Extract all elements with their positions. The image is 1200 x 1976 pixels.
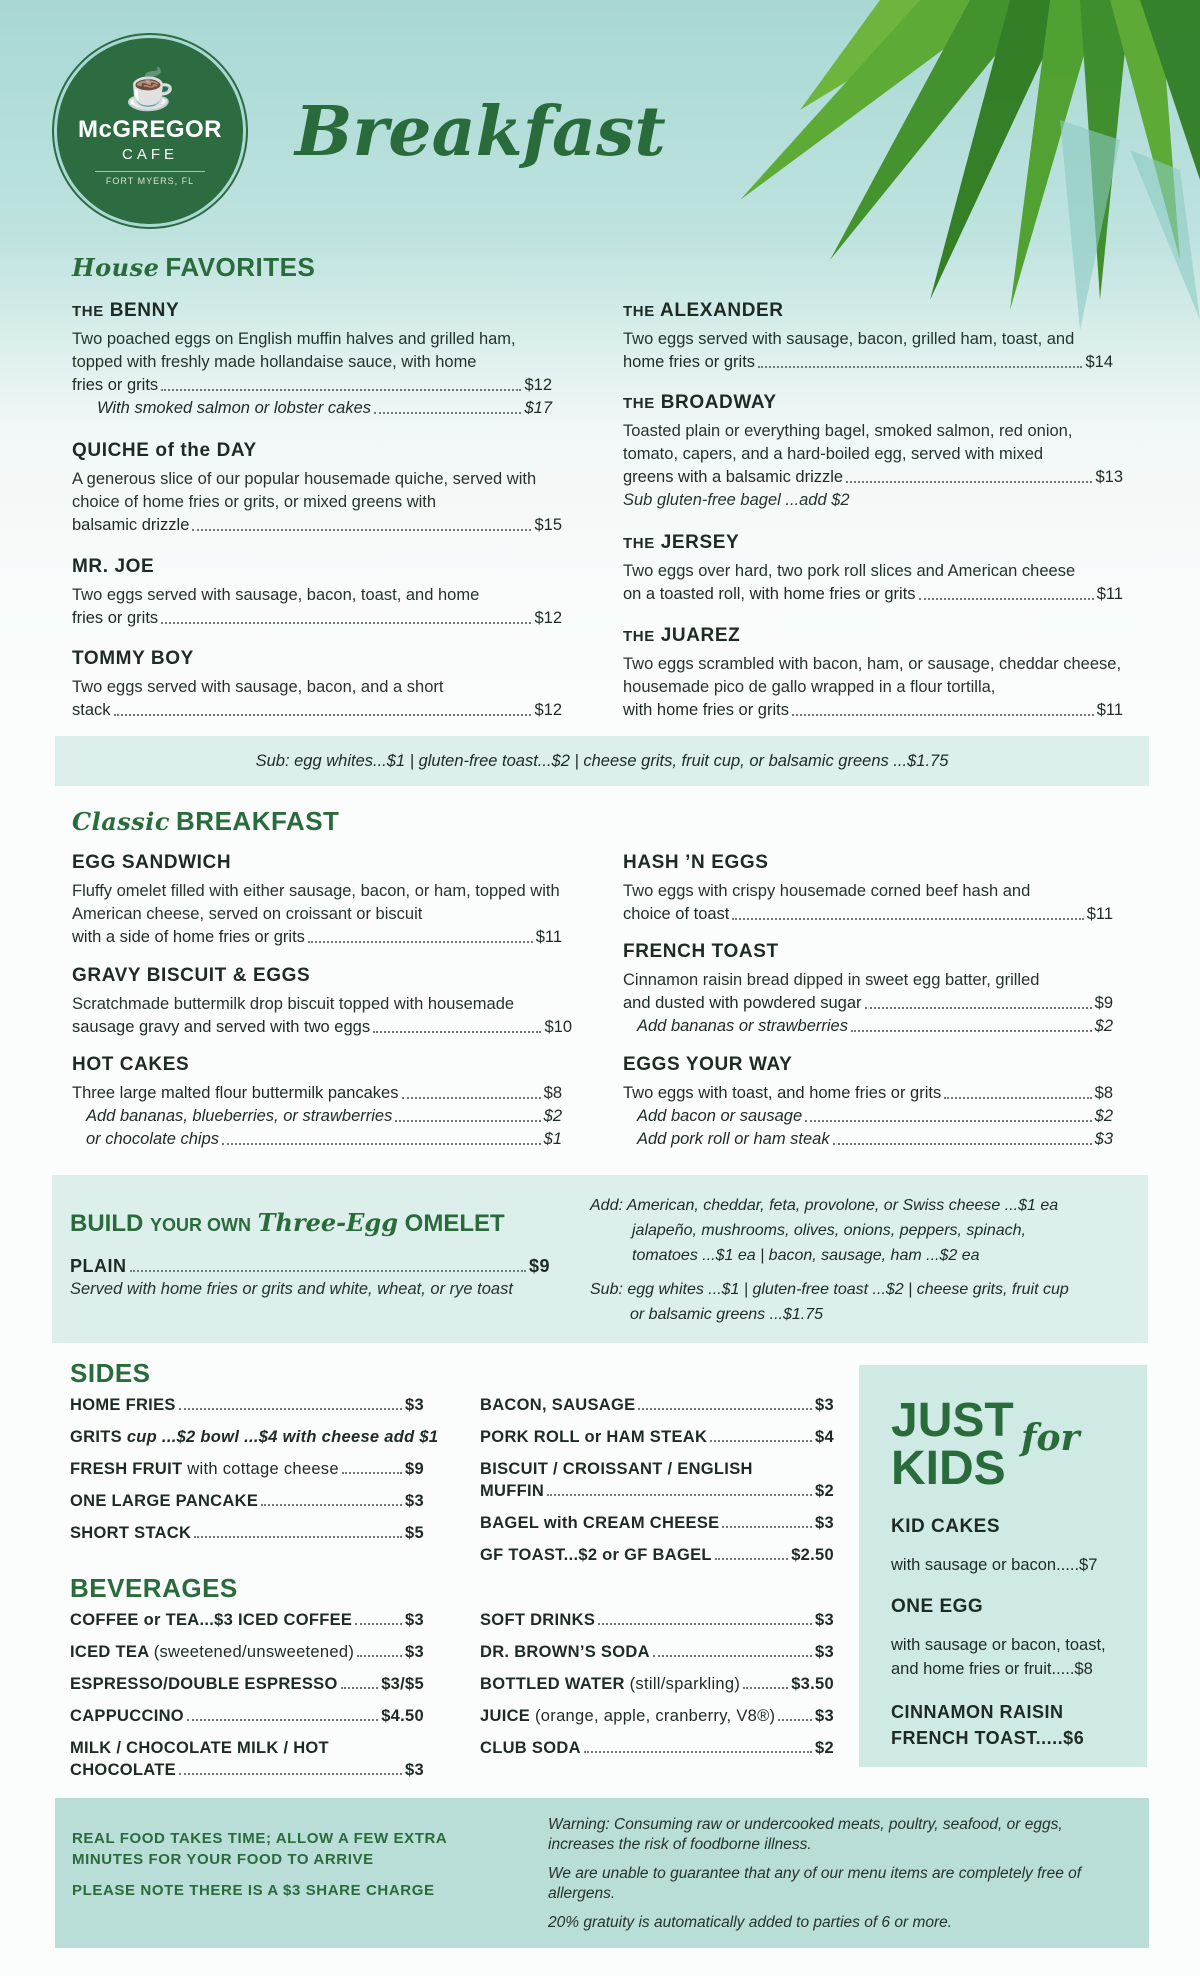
menu-item-alexander: THE ALEXANDER Two eggs served with sausage, bacon, grilled ham, toast, and home fries or grits $14 bbox=[623, 300, 1113, 371]
menu-item-hash-n-eggs: HASH ’N EGGS Two eggs with crispy housemade corned beef hash and choice of toast $11 bbox=[623, 852, 1113, 923]
menu-item-tommy-boy: TOMMY BOY Two eggs served with sausage, bacon, and a short stack $12 bbox=[72, 648, 562, 719]
beverage-item: CLUB SODA $2 bbox=[480, 1739, 834, 1757]
menu-item-eggs-your-way: EGGS YOUR WAY Two eggs with toast, and home fries or grits $8 Add bacon or sausage $2 Add pork roll or ham steak $3 bbox=[623, 1054, 1113, 1148]
palm-leaf-decoration bbox=[680, 0, 1200, 330]
menu-item-broadway: THE BROADWAY Toasted plain or everything bagel, smoked salmon, red onion, tomato, capers, and a hard-boiled egg, served with mixed greens with a balsamic drizzle $13 Sub gluten-free bagel ...add $2 bbox=[623, 392, 1123, 509]
beverage-item: ESPRESSO/DOUBLE ESPRESSO $3/$5 bbox=[70, 1675, 424, 1693]
footer-right-notes: Warning: Consuming raw or undercooked meats, poultry, seafood, or eggs, increases the risk of foodborne illness. We are unable to guarantee that any of our menu items are completely free of allergens. 20% gratuity is automatically added to parties of 6 or more. bbox=[548, 1816, 1082, 1931]
menu-item-gravy-biscuit: GRAVY BISCUIT & EGGS Scratchmade buttermilk drop biscuit topped with housemade sausage gravy and served with two eggs $10 bbox=[72, 965, 572, 1036]
side-item: PORK ROLL or HAM STEAK $4 bbox=[480, 1428, 834, 1446]
beverages-left-list bbox=[70, 1609, 424, 1781]
logo-location: FORT MYERS, FL bbox=[105, 176, 195, 186]
side-item: BAGEL with CREAM CHEESE $3 bbox=[480, 1514, 834, 1532]
coffee-cup-icon: ☕ bbox=[125, 68, 175, 112]
house-sub-note: Sub: egg whites...$1 | gluten-free toast...$2 | cheese grits, fruit cup, or balsamic greens ...$1.75 bbox=[55, 736, 1149, 786]
menu-item-jersey: THE JERSEY Two eggs over hard, two pork roll slices and American cheese on a toasted roll, with home fries or grits $11 bbox=[623, 532, 1123, 603]
menu-item-quiche: QUICHE of the DAY A generous slice of our popular housemade quiche, served with choice of home fries or grits, or mixed greens with balsamic drizzle $15 bbox=[72, 440, 562, 534]
side-item: GRITS cup ...$2 bowl ...$4 with cheese add $1 bbox=[70, 1428, 439, 1446]
logo-name: McGREGOR bbox=[77, 116, 222, 143]
page-title: Breakfast bbox=[295, 92, 666, 172]
side-item: BISCUIT / CROISSANT / ENGLISH MUFFIN $2 bbox=[480, 1460, 834, 1500]
beverage-item: ICED TEA (sweetened/unsweetened) $3 bbox=[70, 1643, 424, 1661]
cafe-logo bbox=[57, 38, 243, 224]
logo-sub: CAFE bbox=[121, 146, 178, 163]
sides-right-list bbox=[480, 1394, 834, 1576]
menu-item-benny: THE BENNY Two poached eggs on English muffin halves and grilled ham, topped with freshly made hollandaise sauce, with home fries or grits $12 With smoked salmon or lobster cakes $17 bbox=[72, 300, 552, 417]
kids-title: JUST KIDS bbox=[891, 1394, 1014, 1495]
menu-item-hot-cakes: HOT CAKES Three large malted flour buttermilk pancakes $8 Add bananas, blueberries, or strawberries $2 or chocolate chips $1 bbox=[72, 1054, 562, 1148]
beverage-item: SOFT DRINKS $3 bbox=[480, 1611, 834, 1629]
beverage-item: MILK / CHOCOLATE MILK / HOT CHOCOLATE $3 bbox=[70, 1739, 424, 1779]
omelet-addons: Add: American, cheddar, feta, provolone, or Swiss cheese ...$1 ea jalapeño, mushrooms, olives, onions, peppers, spinach, tomatoes ...$1 ea | bacon, sausage, ham ...$2 ea Sub: egg whites ...$1 | gluten-free toast ...$2 | cheese grits, fruit cup or balsamic greens ...$1.75 bbox=[590, 1197, 1069, 1323]
menu-item-juarez: THE JUAREZ Two eggs scrambled with bacon, ham, or sausage, cheddar cheese, housemade pico de gallo wrapped in a flour tortilla, with home fries or grits $11 bbox=[623, 625, 1123, 719]
side-item: SHORT STACK $5 bbox=[70, 1524, 424, 1542]
beverage-item: DR. BROWN’S SODA $3 bbox=[480, 1643, 834, 1661]
footer-left-notes: REAL FOOD TAKES TIME; ALLOW A FEW EXTRA MINUTES FOR YOUR FOOD TO ARRIVE PLEASE NOTE THERE IS A $3 SHARE CHARGE bbox=[72, 1830, 448, 1899]
beverage-item: BOTTLED WATER (still/sparkling) $3.50 bbox=[480, 1675, 834, 1693]
menu-item-french-toast: FRENCH TOAST Cinnamon raisin bread dipped in sweet egg batter, grilled and dusted with powdered sugar $9 Add bananas or strawberries $2 bbox=[623, 941, 1113, 1035]
omelet-plain: PLAIN $9 Served with home fries or grits and white, wheat, or rye toast bbox=[70, 1256, 550, 1298]
side-item: GF TOAST...$2 or GF BAGEL $2.50 bbox=[480, 1546, 834, 1564]
classic-breakfast-title: Classic BREAKFAST bbox=[72, 806, 340, 836]
beverages-right-list bbox=[480, 1609, 834, 1769]
omelet-title: BUILD YOUR OWN Three-Egg OMELET bbox=[70, 1208, 505, 1237]
beverages-title: BEVERAGES bbox=[70, 1573, 238, 1603]
kids-menu-panel: JUST KIDS for KID CAKES with sausage or bacon.....$7 ONE EGG with sausage or bacon, toast, and home fries or fruit.....$8 CINNAMON RAISIN FRENCH TOAST.....$6 bbox=[859, 1365, 1147, 1767]
side-item: BACON, SAUSAGE $3 bbox=[480, 1396, 834, 1414]
side-item: ONE LARGE PANCAKE $3 bbox=[70, 1492, 424, 1510]
house-favorites-title: House FAVORITES bbox=[72, 252, 316, 282]
beverage-item: CAPPUCCINO $4.50 bbox=[70, 1707, 424, 1725]
menu-item-egg-sandwich: EGG SANDWICH Fluffy omelet filled with either sausage, bacon, or ham, topped with American cheese, served on croissant or biscuit with a side of home fries or grits $11 bbox=[72, 852, 562, 946]
menu-item-mr-joe: MR. JOE Two eggs served with sausage, bacon, toast, and home fries or grits $12 bbox=[72, 556, 562, 627]
sides-title: SIDES bbox=[70, 1358, 151, 1388]
side-item: HOME FRIES $3 bbox=[70, 1396, 424, 1414]
sides-left-list bbox=[70, 1394, 439, 1554]
beverage-item: COFFEE or TEA...$3 ICED COFFEE $3 bbox=[70, 1611, 424, 1629]
side-item: FRESH FRUIT with cottage cheese $9 bbox=[70, 1460, 424, 1478]
beverage-item: JUICE (orange, apple, cranberry, V8®) $3 bbox=[480, 1707, 834, 1725]
